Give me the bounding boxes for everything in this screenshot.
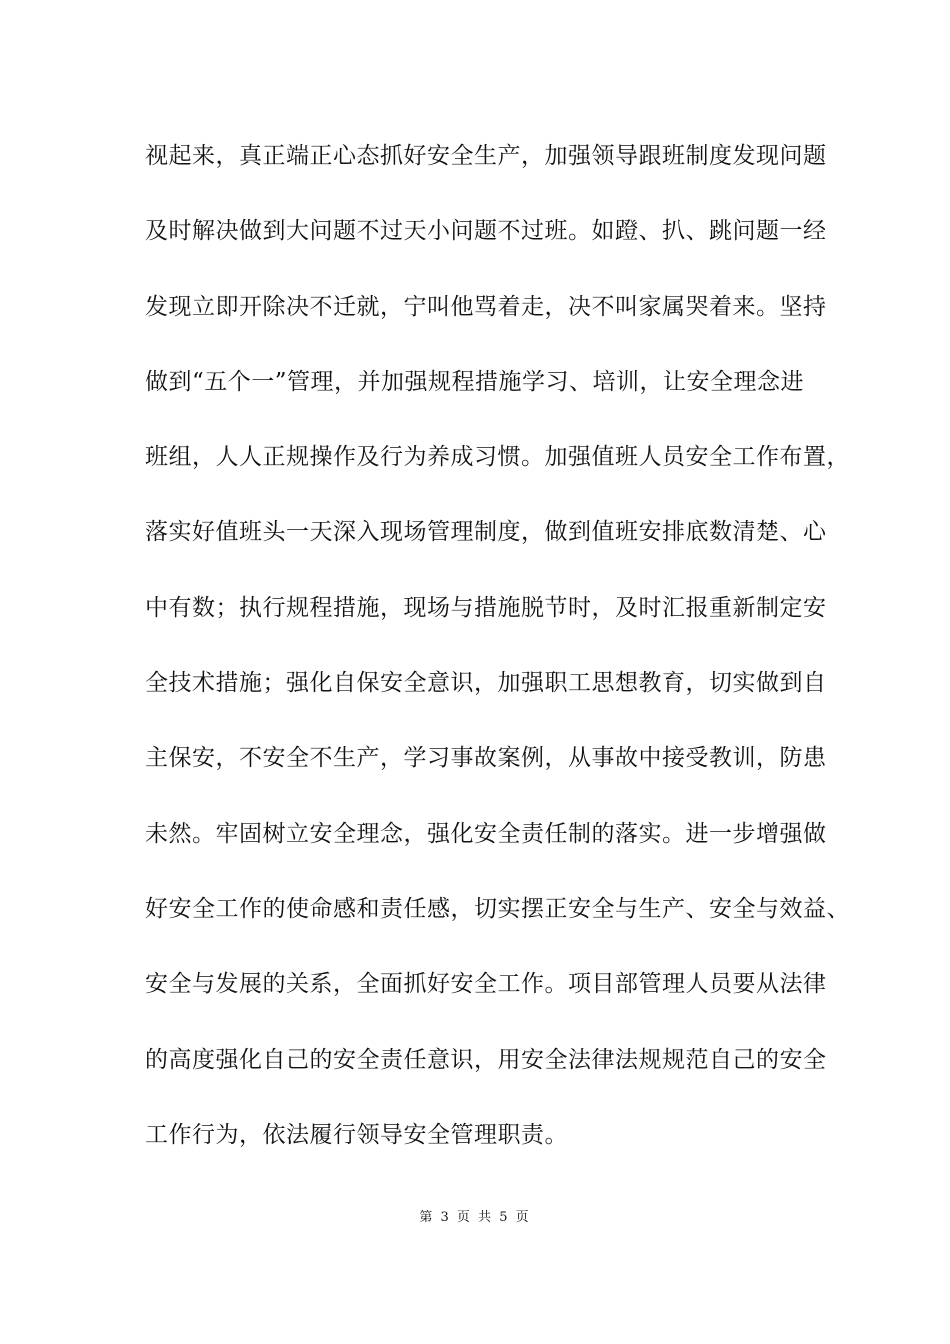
text-line-4: 做到“五个一”管理，并加强规程措施学习、培训，让安全理念进 xyxy=(145,368,805,395)
text-line-9: 主保安，不安全不生产，学习事故案例，从事故中接受教训，防患 xyxy=(145,745,827,772)
text-line-8: 全技术措施；强化自保安全意识，加强职工思想教育，切实做到自 xyxy=(145,670,827,697)
text-line-7: 中有数；执行规程措施，现场与措施脱节时，及时汇报重新制定安 xyxy=(145,594,827,621)
text-line-2: 及时解决做到大问题不过天小问题不过班。如蹬、扒、跳问题一经 xyxy=(145,218,827,245)
text-line-11: 好安全工作的使命感和责任感，切实摆正安全与生产、安全与效益、 xyxy=(145,895,850,922)
page-number-footer: 第 3 页 共 5 页 xyxy=(419,1210,531,1225)
text-line-10: 未然。牢固树立安全理念，强化安全责任制的落实。进一步增强做 xyxy=(145,820,827,847)
body-text xyxy=(145,136,850,1190)
text-line-14: 工作行为，依法履行领导安全管理职责。 xyxy=(145,1121,568,1148)
text-line-13: 的高度强化自己的安全责任意识，用安全法律法规规范自己的安全 xyxy=(145,1046,827,1073)
text-line-5: 班组，人人正规操作及行为养成习惯。加强值班人员安全工作布置， xyxy=(145,444,850,471)
text-line-1: 视起来，真正端正心态抓好安全生产，加强领导跟班制度发现问题 xyxy=(145,143,827,169)
text-line-12: 安全与发展的关系，全面抓好安全工作。项目部管理人员要从法律 xyxy=(145,971,827,998)
text-line-3: 发现立即开除决不迁就，宁叫他骂着走，决不叫家属哭着来。坚持 xyxy=(145,293,827,320)
text-line-6: 落实好值班头一天深入现场管理制度，做到值班安排底数清楚、心 xyxy=(145,519,827,546)
